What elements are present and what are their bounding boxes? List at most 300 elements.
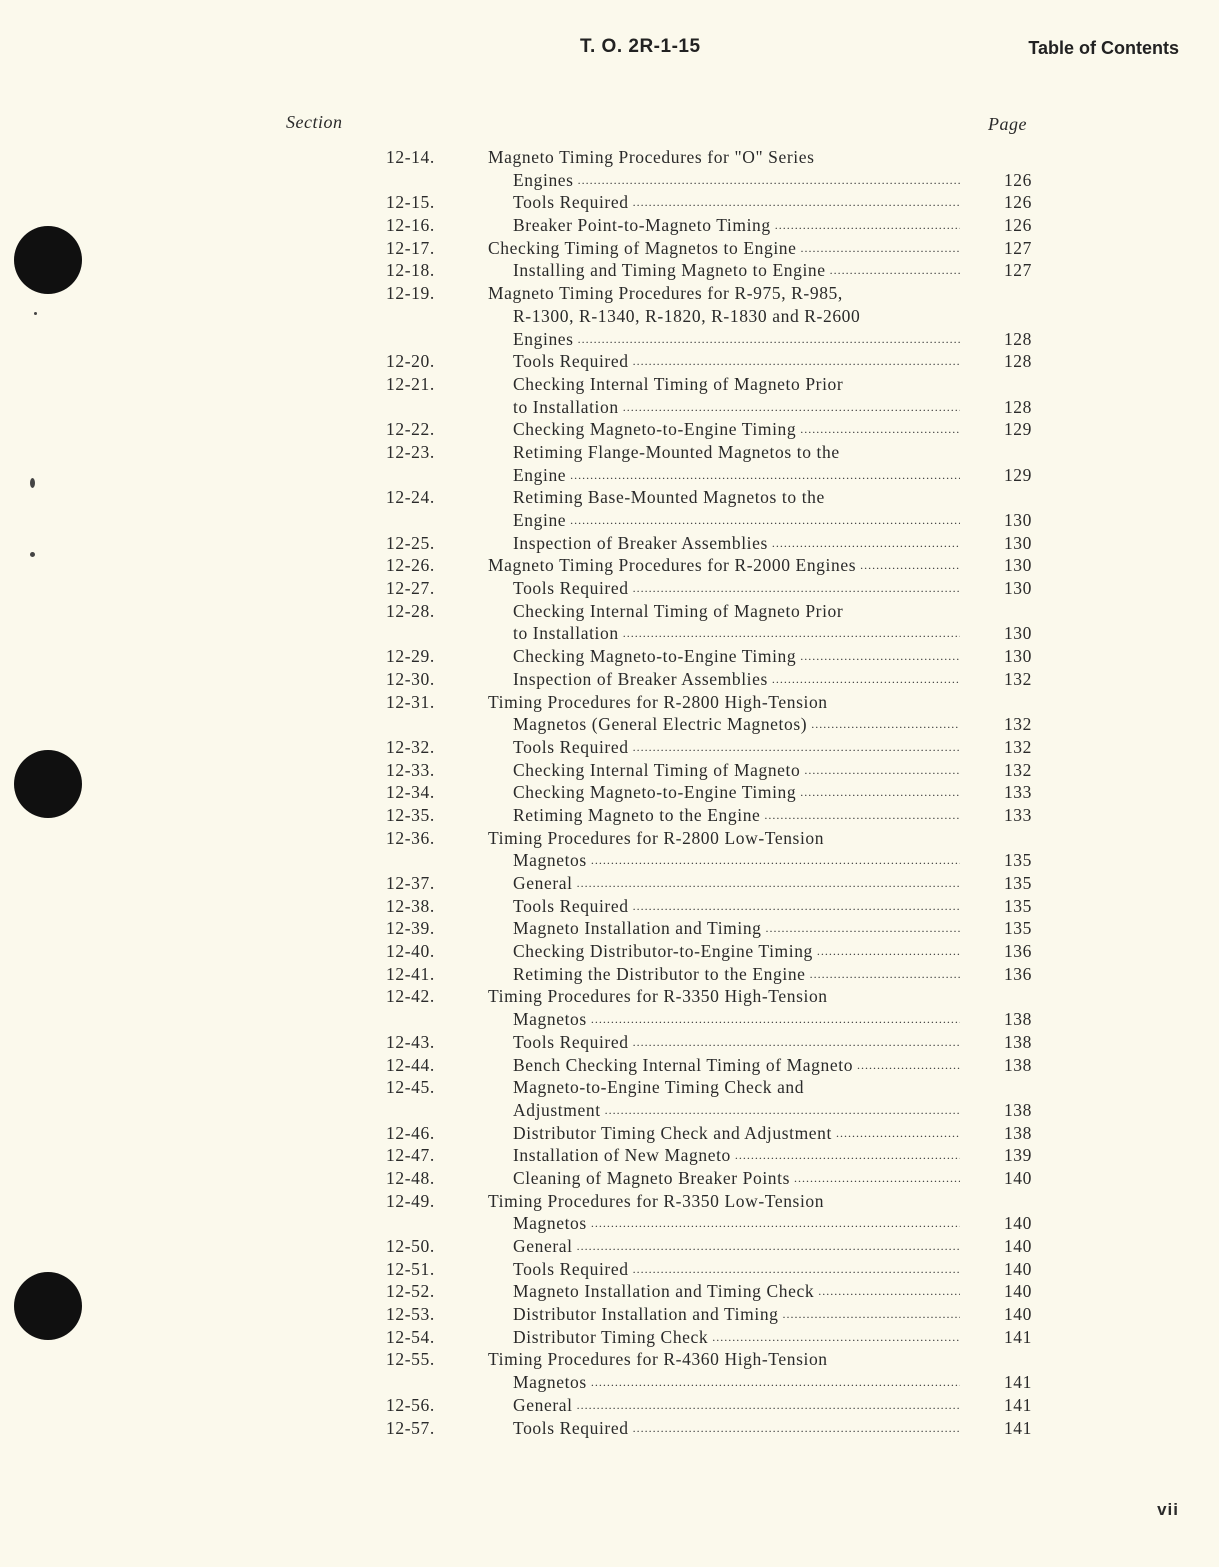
toc-entry-line bbox=[386, 713, 1036, 736]
page-reference[interactable]: 132 bbox=[1003, 714, 1032, 735]
page-reference[interactable]: 135 bbox=[1003, 850, 1032, 871]
section-title-text: Bench Checking Internal Timing of Magneto bbox=[513, 1054, 854, 1075]
dot-leader bbox=[577, 872, 960, 895]
toc-entry-line bbox=[386, 1417, 1036, 1440]
section-title[interactable] bbox=[513, 917, 960, 940]
section-title[interactable] bbox=[513, 418, 960, 441]
toc-entry-line bbox=[386, 1054, 1036, 1077]
page-reference[interactable]: 139 bbox=[1003, 1145, 1032, 1166]
section-title[interactable] bbox=[488, 691, 960, 714]
section-title[interactable] bbox=[513, 895, 960, 918]
toc-entry-line bbox=[386, 1008, 1036, 1031]
dot-leader bbox=[800, 781, 960, 804]
toc-entry-line bbox=[386, 1190, 1036, 1213]
section-number: 12-52. bbox=[386, 1281, 435, 1302]
section-number: 12-20. bbox=[386, 351, 435, 372]
section-number: 12-42. bbox=[386, 986, 435, 1007]
section-title[interactable] bbox=[513, 214, 960, 237]
dot-leader bbox=[623, 622, 960, 645]
section-number: 12-46. bbox=[386, 1122, 435, 1143]
page-reference[interactable]: 138 bbox=[1003, 1054, 1032, 1075]
toc-entry-line bbox=[386, 464, 1036, 487]
section-title-text: Tools Required bbox=[513, 895, 629, 916]
toc-entry-line bbox=[386, 282, 1036, 305]
section-title-text: Retiming Base-Mounted Magnetos to the bbox=[513, 487, 825, 508]
section-title[interactable] bbox=[513, 668, 960, 691]
section-number: 12-38. bbox=[386, 895, 435, 916]
toc-entry-line bbox=[386, 985, 1036, 1008]
dot-leader bbox=[633, 1258, 960, 1281]
section-title-text: Checking Magneto-to-Engine Timing bbox=[513, 782, 797, 803]
page-reference[interactable]: 140 bbox=[1003, 1281, 1032, 1302]
section-title[interactable] bbox=[513, 940, 960, 963]
section-title-text: Timing Procedures for R-2800 Low-Tension bbox=[488, 827, 825, 848]
page-reference[interactable]: 126 bbox=[1003, 192, 1032, 213]
section-title-text: Tools Required bbox=[513, 578, 629, 599]
section-number: 12-47. bbox=[386, 1145, 435, 1166]
document-code: T. O. 2R-1-15 bbox=[580, 36, 701, 57]
toc-entry-line bbox=[386, 1258, 1036, 1281]
toc-entry-line bbox=[386, 169, 1036, 192]
section-number: 12-33. bbox=[386, 759, 435, 780]
dot-leader bbox=[811, 713, 960, 736]
section-title-text: Tools Required bbox=[513, 736, 629, 757]
dot-leader bbox=[783, 1303, 960, 1326]
section-title[interactable] bbox=[488, 827, 960, 850]
section-number: 12-51. bbox=[386, 1258, 435, 1279]
section-title[interactable] bbox=[488, 1348, 960, 1371]
dot-leader bbox=[860, 554, 960, 577]
toc-entry-line bbox=[386, 1099, 1036, 1122]
section-title-text: Tools Required bbox=[513, 1258, 629, 1279]
section-number: 12-53. bbox=[386, 1304, 435, 1325]
page-reference[interactable]: 128 bbox=[1003, 351, 1032, 372]
page-reference[interactable]: 129 bbox=[1003, 419, 1032, 440]
section-title[interactable] bbox=[513, 1167, 960, 1190]
page-reference[interactable]: 128 bbox=[1003, 396, 1032, 417]
section-title[interactable] bbox=[513, 1303, 960, 1326]
section-title-text: Inspection of Breaker Assemblies bbox=[513, 668, 768, 689]
page-reference[interactable]: 130 bbox=[1003, 510, 1032, 530]
section-number: 12-56. bbox=[386, 1394, 435, 1415]
page-reference[interactable]: 138 bbox=[1003, 1031, 1032, 1052]
page-reference[interactable]: 132 bbox=[1003, 668, 1032, 689]
section-number: 12-22. bbox=[386, 419, 435, 440]
punch-hole-bottom bbox=[14, 1272, 82, 1340]
toc-entry-line bbox=[386, 600, 1036, 623]
section-title-text: Distributor Installation and Timing bbox=[513, 1304, 779, 1325]
dot-leader bbox=[810, 963, 960, 986]
section-title[interactable] bbox=[513, 441, 960, 464]
dot-leader bbox=[591, 849, 960, 872]
section-title-text: Tools Required bbox=[513, 1417, 629, 1438]
section-title-text: Magneto Timing Procedures for R-975, R-985, bbox=[488, 283, 843, 304]
page-reference[interactable]: 127 bbox=[1003, 260, 1032, 281]
section-title[interactable] bbox=[513, 464, 960, 487]
section-number: 12-27. bbox=[386, 578, 435, 599]
toc-entry-line bbox=[386, 305, 1036, 328]
section-title[interactable] bbox=[513, 849, 960, 872]
toc-entry-line bbox=[386, 940, 1036, 963]
section-title-text: Tools Required bbox=[513, 351, 629, 372]
dot-leader bbox=[633, 191, 960, 214]
toc-entry-line bbox=[386, 237, 1036, 260]
dot-leader bbox=[633, 736, 960, 759]
section-title[interactable] bbox=[513, 804, 960, 827]
section-title-text: Timing Procedures for R-4360 High-Tension bbox=[488, 1349, 828, 1370]
page-reference[interactable]: 140 bbox=[1003, 1258, 1032, 1279]
page-reference[interactable]: 140 bbox=[1003, 1236, 1032, 1256]
section-title[interactable] bbox=[513, 509, 960, 532]
section-title[interactable] bbox=[513, 781, 960, 804]
section-title[interactable] bbox=[513, 328, 960, 351]
page-reference[interactable]: 130 bbox=[1003, 623, 1032, 644]
toc-entry-line bbox=[386, 1326, 1036, 1349]
punch-hole-top bbox=[14, 226, 82, 294]
section-number: 12-36. bbox=[386, 827, 435, 848]
section-number: 12-25. bbox=[386, 532, 435, 553]
page-reference[interactable]: 133 bbox=[1003, 804, 1032, 825]
section-number: 12-49. bbox=[386, 1190, 435, 1211]
toc-entry-line bbox=[386, 441, 1036, 464]
section-title[interactable] bbox=[513, 645, 960, 668]
section-title[interactable] bbox=[513, 622, 960, 645]
section-number: 12-17. bbox=[386, 237, 435, 258]
section-title[interactable] bbox=[513, 1008, 960, 1031]
dot-leader bbox=[772, 668, 960, 691]
section-number: 12-21. bbox=[386, 373, 435, 394]
section-title[interactable] bbox=[513, 350, 960, 373]
page-reference[interactable]: 130 bbox=[1003, 646, 1032, 667]
section-title-text: Cleaning of Magneto Breaker Points bbox=[513, 1167, 791, 1188]
section-title[interactable] bbox=[513, 486, 960, 509]
toc-entry-line bbox=[386, 214, 1036, 237]
page-reference[interactable]: 130 bbox=[1003, 578, 1032, 599]
toc-entry-line bbox=[386, 509, 1036, 532]
section-title[interactable] bbox=[513, 1326, 960, 1349]
section-title[interactable] bbox=[488, 1190, 960, 1213]
section-title[interactable] bbox=[513, 1031, 960, 1054]
section-title-text: Tools Required bbox=[513, 1031, 629, 1052]
section-title[interactable] bbox=[513, 577, 960, 600]
page-reference[interactable]: 132 bbox=[1003, 736, 1032, 757]
toc-entry-line bbox=[386, 1235, 1036, 1258]
section-title[interactable] bbox=[513, 169, 960, 192]
dot-leader bbox=[772, 532, 960, 555]
section-number: 12-37. bbox=[386, 873, 435, 893]
dot-leader bbox=[817, 940, 960, 963]
toc-entry-line bbox=[386, 668, 1036, 691]
section-title-text: Timing Procedures for R-3350 Low-Tension bbox=[488, 1190, 825, 1211]
section-number: 12-55. bbox=[386, 1349, 435, 1370]
page-reference[interactable]: 140 bbox=[1003, 1213, 1032, 1234]
section-title[interactable] bbox=[513, 759, 960, 782]
toc-entry-line bbox=[386, 554, 1036, 577]
section-title-text: Engines bbox=[513, 169, 574, 190]
section-title-text: Checking Distributor-to-Engine Timing bbox=[513, 941, 813, 962]
section-number: 12-34. bbox=[386, 782, 435, 803]
section-title[interactable] bbox=[488, 282, 960, 305]
toc-entry-line bbox=[386, 1394, 1036, 1417]
toc-entry-line bbox=[386, 1348, 1036, 1371]
section-number: 12-24. bbox=[386, 487, 435, 508]
section-title-text: Timing Procedures for R-2800 High-Tension bbox=[488, 691, 828, 712]
section-number: 12-45. bbox=[386, 1077, 435, 1098]
dot-leader bbox=[764, 804, 960, 827]
section-title[interactable] bbox=[513, 191, 960, 214]
section-title-text: Adjustment bbox=[513, 1099, 601, 1120]
section-number: 12-16. bbox=[386, 215, 435, 236]
dot-leader bbox=[836, 1122, 960, 1145]
toc-entry-line bbox=[386, 827, 1036, 850]
toc-entry-line bbox=[386, 1076, 1036, 1099]
section-number: 12-50. bbox=[386, 1236, 435, 1256]
toc-entry-line bbox=[386, 804, 1036, 827]
page-reference[interactable]: 126 bbox=[1003, 169, 1032, 190]
dot-leader bbox=[570, 464, 960, 487]
section-title[interactable] bbox=[513, 872, 960, 895]
section-title-text: R-1300, R-1340, R-1820, R-1830 and R-2600 bbox=[513, 305, 861, 326]
toc-entry-line bbox=[386, 532, 1036, 555]
section-title[interactable] bbox=[513, 1235, 960, 1258]
section-title-text: General bbox=[513, 1394, 573, 1415]
dot-leader bbox=[591, 1212, 960, 1235]
toc-entry-line bbox=[386, 1280, 1036, 1303]
section-title-text: Magnetos (General Electric Magnetos) bbox=[513, 714, 808, 735]
page-number: vii bbox=[1157, 1500, 1179, 1519]
dot-leader bbox=[712, 1326, 960, 1349]
dot-leader bbox=[578, 169, 960, 192]
section-title-text: Timing Procedures for R-3350 High-Tension bbox=[488, 986, 828, 1007]
page-reference[interactable]: 138 bbox=[1003, 1099, 1032, 1120]
section-title-text: Retiming the Distributor to the Engine bbox=[513, 963, 806, 984]
section-title-text: Magneto Timing Procedures for R-2000 Engines bbox=[488, 555, 857, 576]
section-title-text: Tools Required bbox=[513, 192, 629, 213]
section-title[interactable] bbox=[513, 1417, 960, 1440]
page-reference[interactable]: 140 bbox=[1003, 1304, 1032, 1325]
toc-entry-line bbox=[386, 963, 1036, 986]
section-title-text: Magnetos bbox=[513, 1009, 587, 1030]
section-title-text: Distributor Timing Check and Adjustment bbox=[513, 1122, 832, 1143]
dot-leader bbox=[633, 895, 960, 918]
page-reference[interactable]: 132 bbox=[1003, 759, 1032, 780]
section-title[interactable] bbox=[513, 600, 960, 623]
toc-entry-line bbox=[386, 350, 1036, 373]
section-title-text: Magneto-to-Engine Timing Check and bbox=[513, 1077, 805, 1098]
toc-entry-line bbox=[386, 1122, 1036, 1145]
toc-entry-line bbox=[386, 1212, 1036, 1235]
page-reference[interactable]: 136 bbox=[1003, 963, 1032, 984]
page-reference[interactable]: 135 bbox=[1003, 918, 1032, 939]
section-title-text: Checking Internal Timing of Magneto bbox=[513, 759, 801, 780]
page-reference[interactable]: 136 bbox=[1003, 941, 1032, 962]
section-title[interactable] bbox=[513, 1144, 960, 1167]
section-title-text: to Installation bbox=[513, 623, 619, 644]
page-reference[interactable]: 138 bbox=[1003, 1122, 1032, 1143]
punch-hole-middle bbox=[14, 750, 82, 818]
dot-leader bbox=[623, 396, 960, 419]
page-reference[interactable]: 130 bbox=[1003, 555, 1032, 576]
dot-leader bbox=[591, 1371, 960, 1394]
section-number: 12-26. bbox=[386, 555, 435, 576]
section-title-text: Installation of New Magneto bbox=[513, 1145, 731, 1166]
section-number: 12-39. bbox=[386, 918, 435, 939]
section-title-text: Magneto Timing Procedures for "O" Series bbox=[488, 147, 815, 167]
section-title-text: Magneto Installation and Timing Check bbox=[513, 1281, 815, 1302]
section-title-text: Magnetos bbox=[513, 1213, 587, 1234]
section-number: 12-32. bbox=[386, 736, 435, 757]
section-title-text: Checking Internal Timing of Magneto Prior bbox=[513, 373, 844, 394]
toc-entry-line bbox=[386, 1167, 1036, 1190]
page-reference[interactable]: 140 bbox=[1003, 1167, 1032, 1188]
page-reference[interactable]: 130 bbox=[1003, 532, 1032, 553]
section-title[interactable] bbox=[513, 736, 960, 759]
toc-entry-line bbox=[386, 781, 1036, 804]
toc-entry-line bbox=[386, 622, 1036, 645]
dot-leader bbox=[735, 1144, 960, 1167]
section-number: 12-28. bbox=[386, 600, 435, 621]
dot-leader bbox=[800, 418, 960, 441]
toc-entry-line bbox=[386, 577, 1036, 600]
section-title[interactable] bbox=[513, 963, 960, 986]
dot-leader bbox=[633, 577, 960, 600]
section-title-text: Distributor Timing Check bbox=[513, 1326, 709, 1347]
section-number: 12-44. bbox=[386, 1054, 435, 1075]
section-title-text: Retiming Magneto to the Engine bbox=[513, 804, 761, 825]
section-title[interactable] bbox=[513, 1394, 960, 1417]
dot-leader bbox=[633, 1031, 960, 1054]
section-title-text: Breaker Point-to-Magneto Timing bbox=[513, 215, 771, 236]
toc-entry-line bbox=[386, 1144, 1036, 1167]
section-title-text: General bbox=[513, 873, 573, 893]
page-reference[interactable]: 128 bbox=[1003, 328, 1032, 349]
paper-speck bbox=[34, 312, 37, 315]
page-reference[interactable]: 141 bbox=[1003, 1372, 1032, 1393]
toc-entry-line bbox=[386, 328, 1036, 351]
toc-entry-line bbox=[386, 759, 1036, 782]
dot-leader bbox=[578, 328, 960, 351]
dot-leader bbox=[605, 1099, 960, 1122]
toc-entry-line bbox=[386, 486, 1036, 509]
toc-entry-line bbox=[386, 691, 1036, 714]
section-title[interactable] bbox=[488, 146, 960, 169]
table-of-contents bbox=[386, 146, 1036, 1439]
toc-entry-line bbox=[386, 736, 1036, 759]
section-number: 12-48. bbox=[386, 1167, 435, 1188]
section-number: 12-54. bbox=[386, 1326, 435, 1347]
section-number: 12-40. bbox=[386, 941, 435, 962]
section-title[interactable] bbox=[513, 1054, 960, 1077]
section-title[interactable] bbox=[513, 259, 960, 282]
section-title[interactable] bbox=[513, 1212, 960, 1235]
section-title[interactable] bbox=[513, 396, 960, 419]
toc-entry-line bbox=[386, 396, 1036, 419]
section-title-text: Magneto Installation and Timing bbox=[513, 918, 762, 939]
page-reference[interactable]: 141 bbox=[1003, 1394, 1032, 1415]
section-column-heading: Section bbox=[286, 112, 343, 132]
section-title-text: Magnetos bbox=[513, 850, 587, 871]
section-title[interactable] bbox=[513, 1076, 960, 1099]
page-reference[interactable]: 135 bbox=[1003, 895, 1032, 916]
dot-leader bbox=[800, 645, 960, 668]
dot-leader bbox=[570, 509, 960, 532]
page-reference[interactable]: 141 bbox=[1003, 1326, 1032, 1347]
section-title[interactable] bbox=[513, 1258, 960, 1281]
dot-leader bbox=[633, 350, 960, 373]
section-title-text: Checking Magneto-to-Engine Timing bbox=[513, 419, 797, 440]
dot-leader bbox=[591, 1008, 960, 1031]
dot-leader bbox=[577, 1235, 960, 1258]
page-title: Table of Contents bbox=[1028, 38, 1179, 58]
section-title-text: Engine bbox=[513, 510, 567, 530]
dot-leader bbox=[801, 237, 960, 260]
page-reference[interactable]: 129 bbox=[1003, 464, 1032, 485]
section-number: 12-29. bbox=[386, 646, 435, 667]
section-number: 12-18. bbox=[386, 260, 435, 281]
section-title-text: Engine bbox=[513, 464, 567, 485]
page-reference[interactable]: 126 bbox=[1003, 215, 1032, 236]
section-title-text: to Installation bbox=[513, 396, 619, 417]
toc-entry-line bbox=[386, 418, 1036, 441]
page-reference[interactable]: 138 bbox=[1003, 1009, 1032, 1030]
section-title-text: Retiming Flange-Mounted Magnetos to the bbox=[513, 441, 840, 462]
section-number: 12-19. bbox=[386, 283, 435, 304]
toc-entry-line bbox=[386, 1303, 1036, 1326]
section-title[interactable] bbox=[513, 713, 960, 736]
page-reference[interactable]: 141 bbox=[1003, 1417, 1032, 1438]
toc-entry-line bbox=[386, 373, 1036, 396]
section-number: 12-41. bbox=[386, 963, 435, 984]
section-title[interactable] bbox=[513, 1280, 960, 1303]
section-title-text: Checking Timing of Magnetos to Engine bbox=[488, 237, 797, 258]
section-title[interactable] bbox=[513, 1122, 960, 1145]
section-title[interactable] bbox=[513, 305, 960, 328]
toc-entry-line bbox=[386, 849, 1036, 872]
dot-leader bbox=[804, 759, 960, 782]
toc-entry-line bbox=[386, 895, 1036, 918]
section-number: 12-23. bbox=[386, 441, 435, 462]
toc-entry-line bbox=[386, 1371, 1036, 1394]
toc-entry-line bbox=[386, 1031, 1036, 1054]
section-title-text: Checking Internal Timing of Magneto Prior bbox=[513, 600, 844, 621]
section-title[interactable] bbox=[513, 373, 960, 396]
section-title[interactable] bbox=[488, 554, 960, 577]
toc-entry-line bbox=[386, 259, 1036, 282]
section-title[interactable] bbox=[513, 1099, 960, 1122]
dot-leader bbox=[857, 1054, 960, 1077]
section-title[interactable] bbox=[488, 237, 960, 260]
dot-leader bbox=[577, 1394, 960, 1417]
section-title-text: Checking Magneto-to-Engine Timing bbox=[513, 646, 797, 667]
page-reference[interactable]: 133 bbox=[1003, 782, 1032, 803]
dot-leader bbox=[633, 1417, 960, 1440]
section-title-text: Magnetos bbox=[513, 1372, 587, 1393]
section-title[interactable] bbox=[488, 985, 960, 1008]
section-number: 12-14. bbox=[386, 147, 435, 167]
page-reference[interactable]: 135 bbox=[1003, 873, 1032, 893]
section-number: 12-43. bbox=[386, 1031, 435, 1052]
toc-entry-line bbox=[386, 645, 1036, 668]
toc-entry-line bbox=[386, 872, 1036, 895]
section-number: 12-35. bbox=[386, 804, 435, 825]
section-title[interactable] bbox=[513, 1371, 960, 1394]
section-number: 12-30. bbox=[386, 668, 435, 689]
section-title[interactable] bbox=[513, 532, 960, 555]
section-number: 12-57. bbox=[386, 1417, 435, 1438]
section-title-text: General bbox=[513, 1236, 573, 1256]
section-title-text: Engines bbox=[513, 328, 574, 349]
page-reference[interactable]: 127 bbox=[1003, 237, 1032, 258]
